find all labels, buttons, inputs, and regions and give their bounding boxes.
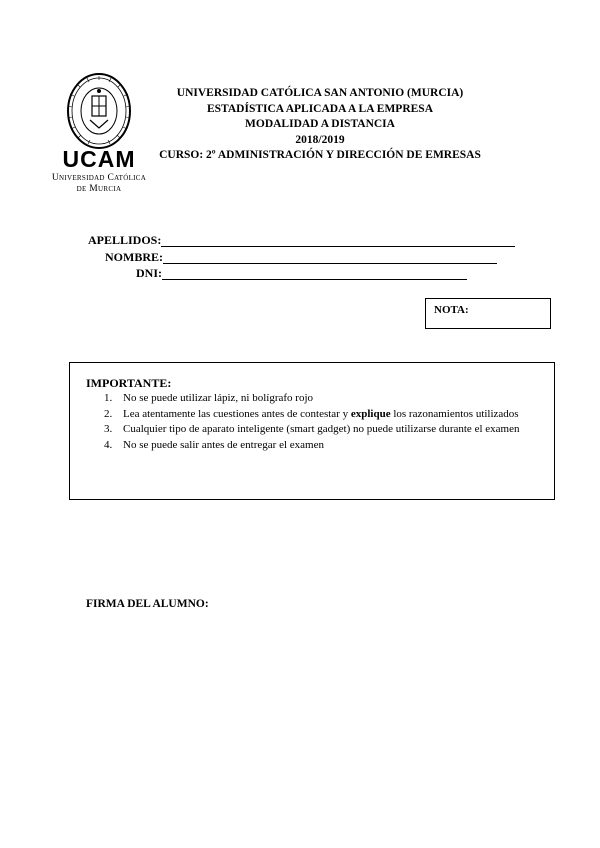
academic-year: 2018/2019 <box>295 133 345 146</box>
ucam-subtitle: Universidad Católica de Murcia <box>51 173 147 194</box>
important-box <box>69 362 555 500</box>
dni-label: DNI: <box>136 266 162 280</box>
dni-input-line[interactable] <box>162 279 467 280</box>
list-item-text-end: los razonamientos utilizados <box>390 407 519 420</box>
apellidos-field[interactable] <box>88 233 161 248</box>
course-subject: ESTADÍSTICA APLICADA A LA EMPRESA <box>206 102 433 115</box>
ucam-logo <box>44 72 154 197</box>
nombre-input-line[interactable] <box>163 263 497 264</box>
apellidos-label: APELLIDOS: <box>88 233 162 247</box>
university-name: UNIVERSIDAD CATÓLICA SAN ANTONIO (MURCIA) <box>176 87 464 99</box>
important-title: IMPORTANTE: <box>86 376 172 390</box>
nota-label: NOTA: <box>434 304 469 316</box>
nombre-label: NOMBRE: <box>105 250 163 264</box>
course-modality: MODALIDAD A DISTANCIA <box>245 118 395 130</box>
list-item-number: 3. <box>104 423 113 435</box>
list-item <box>104 407 524 423</box>
list-item-text: No se puede salir antes de entregar el examen <box>123 438 324 451</box>
list-item-text: Cualquier tipo de aparato inteligente (smart gadget) no puede utilizarse durante el examen <box>123 423 520 435</box>
list-item-number: 2. <box>104 407 113 420</box>
important-list <box>104 391 524 453</box>
list-item <box>104 422 524 438</box>
nota-box[interactable] <box>425 298 551 329</box>
list-item-text: No se puede utilizar lápiz, ni bolígrafo rojo <box>123 392 313 404</box>
apellidos-input-line[interactable] <box>161 246 515 247</box>
list-item <box>104 438 524 454</box>
course-degree: CURSO: 2º ADMINISTRACIÓN Y DIRECCIÓN DE EMRESAS <box>159 149 481 161</box>
document-header <box>150 86 490 164</box>
firma-label: FIRMA DEL ALUMNO: <box>86 598 209 610</box>
ucam-brand: UCAM <box>62 146 136 172</box>
university-seal-icon <box>54 72 144 150</box>
nombre-field[interactable] <box>105 250 163 265</box>
dni-field[interactable] <box>136 266 162 281</box>
list-item-text-start: Lea atentamente las cuestiones antes de contestar y <box>123 407 351 420</box>
list-item-emphasis: explique <box>350 407 391 420</box>
list-item-number: 1. <box>104 392 113 404</box>
list-item-number: 4. <box>104 438 113 451</box>
list-item <box>104 391 524 407</box>
